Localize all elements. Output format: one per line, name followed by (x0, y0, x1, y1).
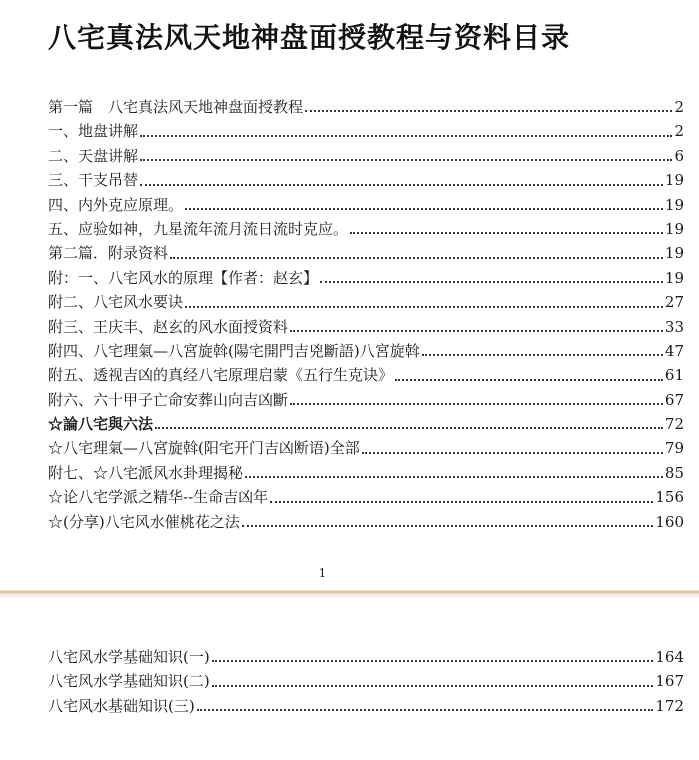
toc-entry-label: 二、天盘讲解 (48, 146, 139, 165)
toc-entry-label: 三、干支吊替 (48, 171, 139, 190)
toc-entry-label: 附二、八宅风水要诀 (48, 293, 184, 312)
toc-entry-page: 164 (655, 647, 684, 666)
toc-entry[interactable] (48, 669, 684, 693)
toc-entry[interactable] (48, 290, 684, 314)
toc-entry-page: 27 (664, 293, 684, 312)
toc-entry[interactable] (48, 315, 684, 339)
dot-leader (350, 232, 663, 234)
toc-entry[interactable] (48, 266, 684, 290)
toc-entry[interactable] (48, 388, 684, 412)
toc-entry-page: 79 (664, 439, 684, 458)
toc-entry-label: 八宅风水学基础知识(二) (48, 672, 210, 691)
toc-entry-page: 19 (664, 244, 684, 263)
toc-entry[interactable] (48, 168, 684, 192)
toc-list-page-1 (48, 95, 684, 534)
toc-entry-page: 2 (674, 122, 684, 141)
dot-leader (185, 208, 663, 210)
toc-entry-label: ☆論八宅與六法 (48, 415, 154, 434)
toc-entry-page: 6 (674, 146, 684, 165)
toc-entry-page: 19 (664, 195, 684, 214)
toc-entry[interactable] (48, 510, 684, 534)
toc-entry[interactable] (48, 485, 684, 509)
dot-leader (170, 257, 663, 259)
toc-entry-label: 附七、☆八宅派风水卦理揭秘 (48, 463, 244, 482)
toc-entry[interactable] (48, 436, 684, 460)
toc-entry-label: 附六、六十甲子亡命安葬山向吉凶斷 (48, 390, 289, 409)
toc-entry-page: 160 (655, 512, 684, 531)
dot-leader (290, 403, 663, 405)
toc-entry-label: 八宅风水学基础知识(一) (48, 647, 210, 666)
toc-entry-label: 八宅风水基础知识(三) (48, 696, 195, 715)
dot-leader (155, 427, 663, 429)
toc-entry-page: 72 (664, 415, 684, 434)
toc-entry-page: 67 (664, 390, 684, 409)
toc-entry-page: 156 (655, 488, 684, 507)
toc-entry-label: 第二篇．附录资料 (48, 244, 169, 263)
toc-entry[interactable] (48, 95, 684, 119)
dot-leader (362, 452, 663, 454)
toc-entry-page: 172 (655, 696, 684, 715)
toc-entry-page: 61 (664, 366, 684, 385)
toc-entry[interactable] (48, 119, 684, 143)
toc-entry[interactable] (48, 645, 684, 669)
dot-leader (422, 354, 663, 356)
toc-entry-label: ☆论八宅学派之精华--生命吉凶年 (48, 488, 269, 507)
toc-entry[interactable] (48, 694, 684, 718)
dot-leader (395, 379, 663, 381)
toc-entry-page: 19 (664, 171, 684, 190)
dot-leader (305, 110, 672, 112)
toc-entry-page: 167 (655, 672, 684, 691)
toc-entry[interactable] (48, 363, 684, 387)
toc-entry[interactable] (48, 241, 684, 265)
dot-leader (212, 685, 654, 687)
dot-leader (242, 525, 654, 527)
toc-entry-page: 19 (664, 268, 684, 287)
toc-entry-page: 2 (674, 97, 684, 116)
toc-entry-label: 附三、王庆丰、赵玄的风水面授资料 (48, 317, 289, 336)
dot-leader (140, 159, 672, 161)
toc-entry-label: 附五、透视吉凶的真经八宅原理启蒙《五行生克诀》 (48, 366, 394, 385)
dot-leader (185, 306, 663, 308)
toc-entry-label: 一、地盘讲解 (48, 122, 139, 141)
dot-leader (270, 501, 653, 503)
toc-entry-page: 33 (664, 317, 684, 336)
toc-entry[interactable] (48, 412, 684, 436)
toc-entry[interactable] (48, 144, 684, 168)
dot-leader (320, 281, 663, 283)
toc-entry[interactable] (48, 461, 684, 485)
dot-leader (197, 709, 654, 711)
toc-entry-page: 19 (664, 219, 684, 238)
dot-leader (212, 660, 654, 662)
toc-entry[interactable] (48, 217, 684, 241)
toc-entry-label: 第一篇 八宅真法风天地神盘面授教程 (48, 97, 304, 116)
toc-entry-label: 附四、八宅理氣—八宮旋斡(陽宅開門吉兇斷語)八宮旋斡 (48, 341, 420, 360)
page-number: 1 (318, 566, 327, 580)
toc-entry-label: 四、内外克应原理。 (48, 195, 184, 214)
toc-entry-page: 85 (664, 463, 684, 482)
toc-entry-label: ☆(分享)八宅风水催桃花之法 (48, 512, 240, 531)
toc-entry-label: ☆八宅理氣—八宮旋斡(阳宅开门吉凶断语)全部 (48, 439, 360, 458)
dot-leader (245, 476, 663, 478)
toc-entry[interactable] (48, 339, 684, 363)
toc-list-page-2 (48, 645, 684, 718)
toc-entry-label: 五、应验如神，九星流年流月流日流时克应。 (48, 219, 349, 238)
dot-leader (140, 184, 663, 186)
toc-entry-label: 附：一、八宅风水的原理【作者：赵玄】 (48, 268, 319, 287)
toc-entry-page: 47 (664, 341, 684, 360)
dot-leader (290, 330, 663, 332)
toc-entry[interactable] (48, 193, 684, 217)
dot-leader (140, 135, 672, 137)
document-title: 八宅真法风天地神盘面授教程与资料目录 (48, 21, 571, 54)
page-break-shadow (0, 594, 699, 597)
